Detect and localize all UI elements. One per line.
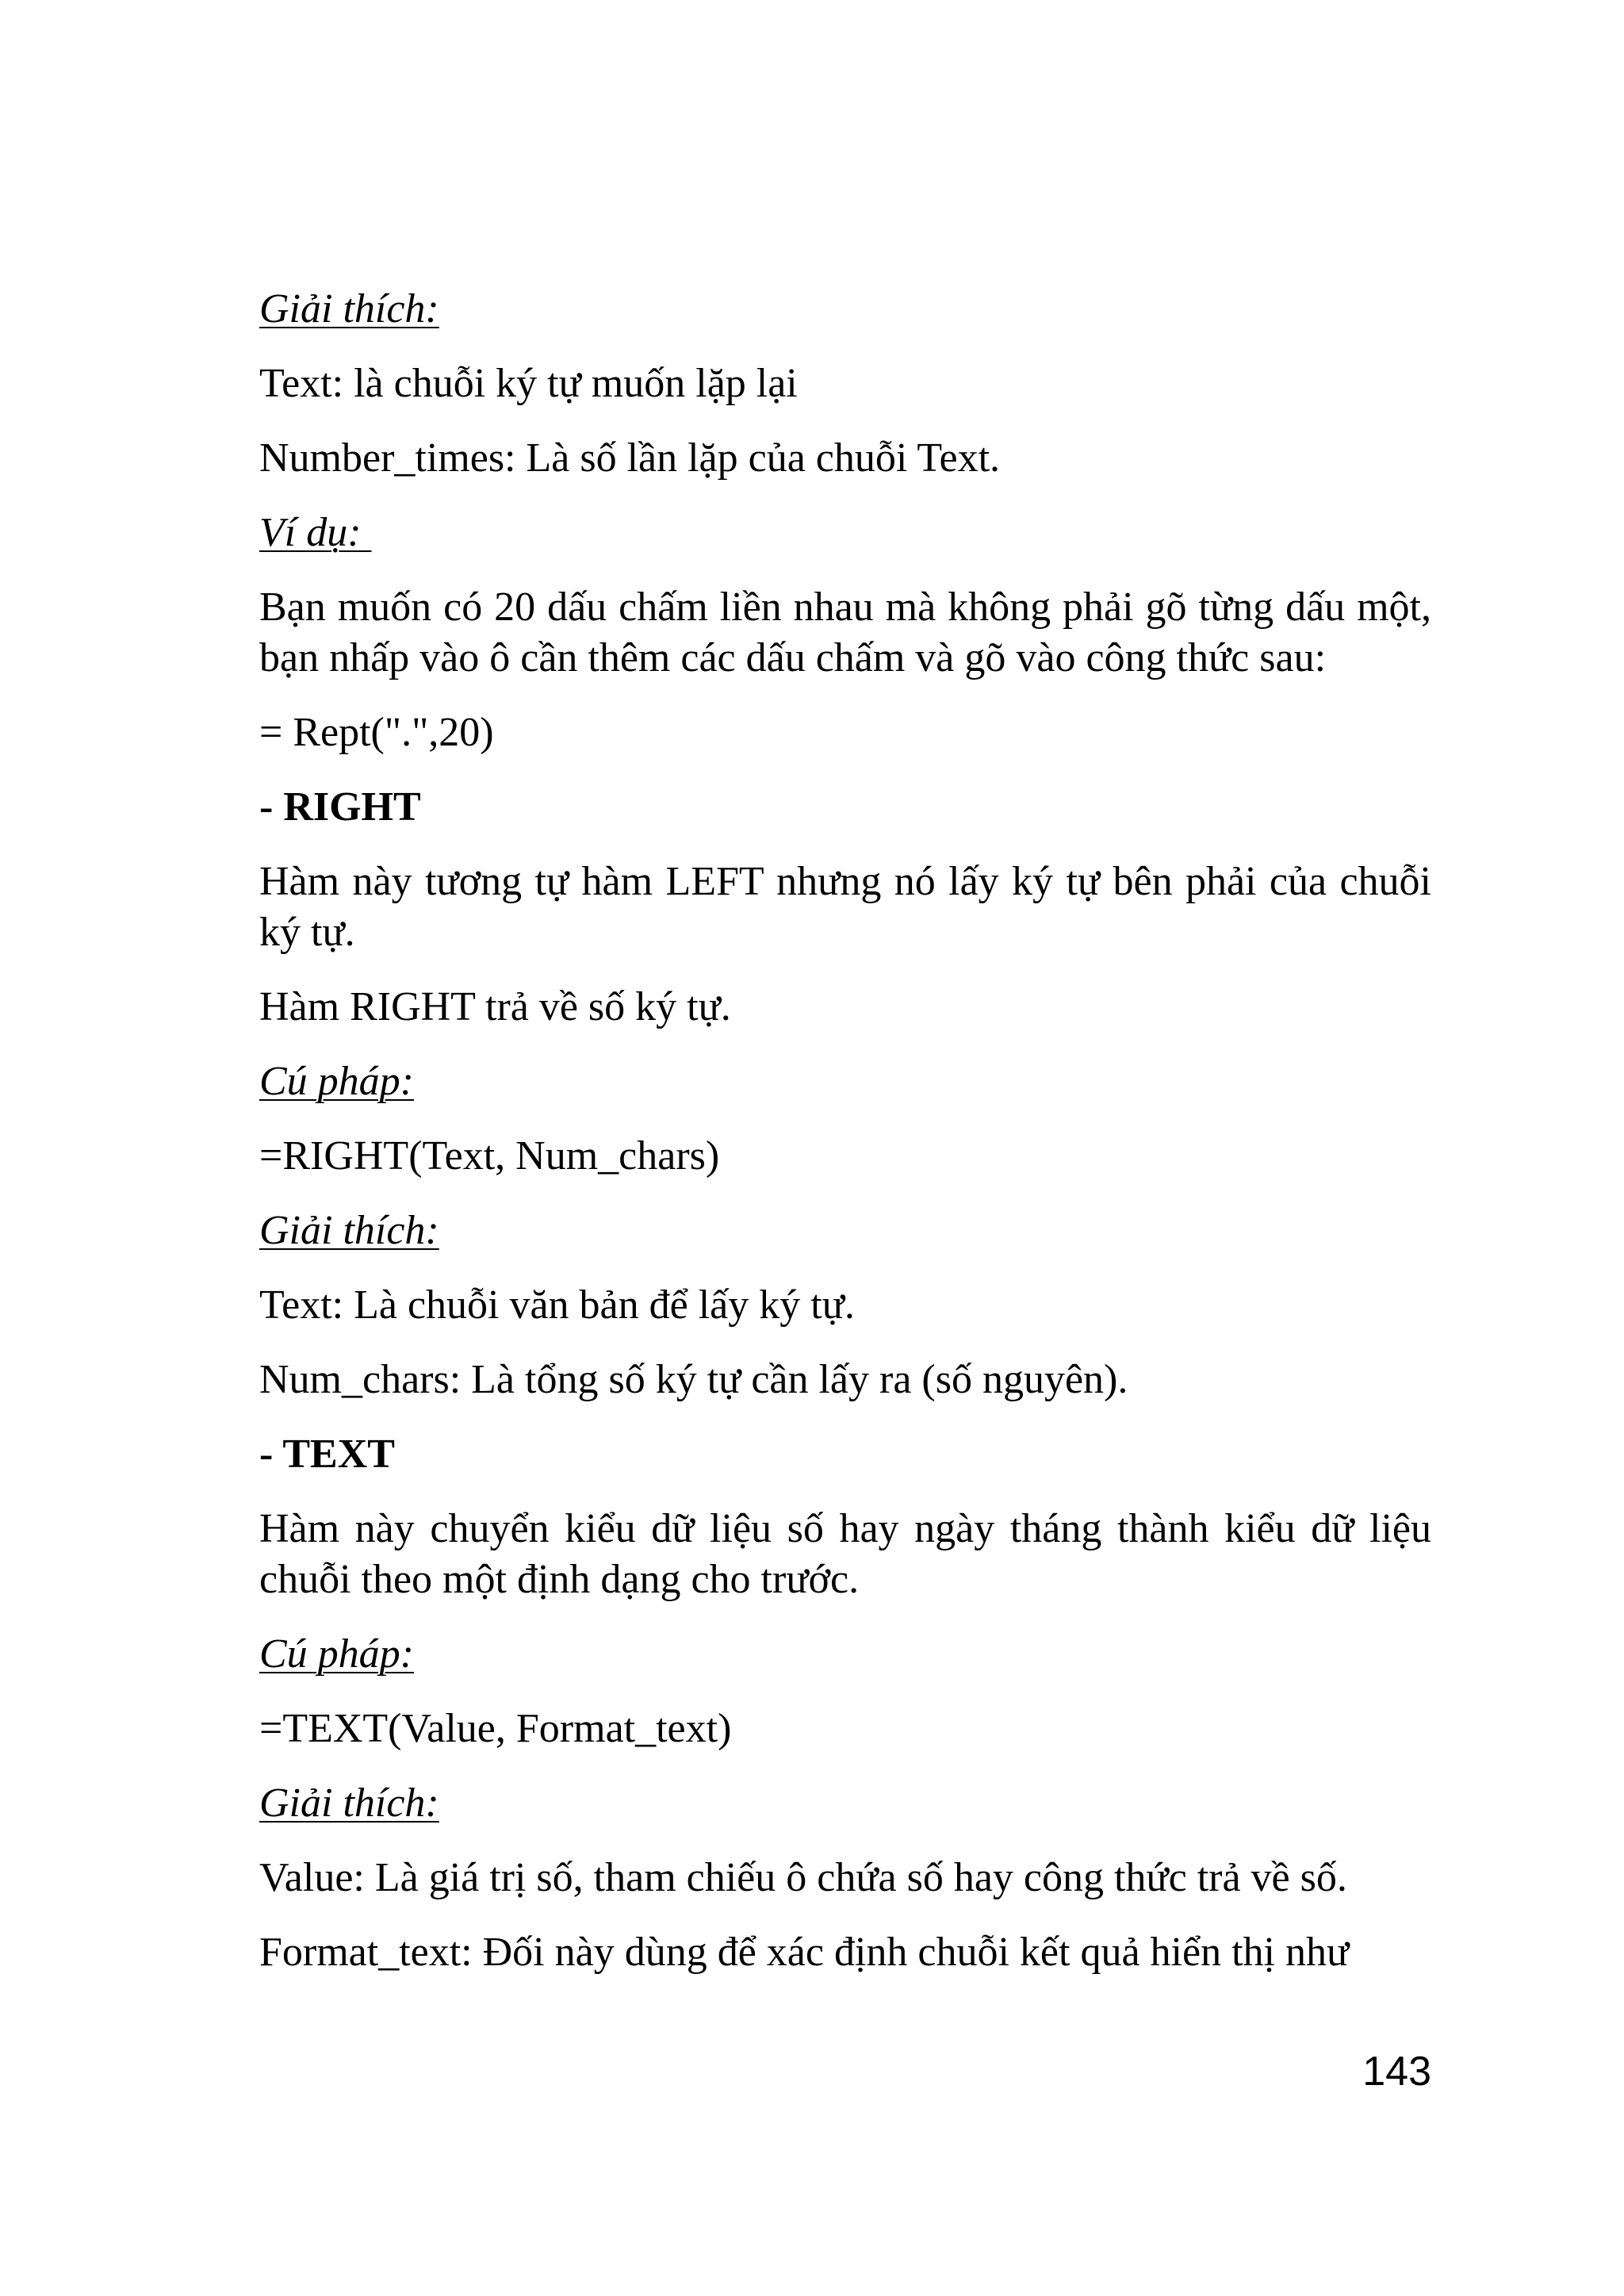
- formula-text-syntax: =TEXT(Value, Format_text): [259, 1706, 732, 1751]
- paragraph-example: Bạn muốn có 20 dấu chấm liền nhau mà không phải gõ từng dấu một, bạn nhấp vào ô cần thêm các dấu chấm và gõ vào công thức sau:: [259, 585, 1431, 680]
- paragraph-right-description: Hàm này tương tự hàm LEFT nhưng nó lấy ký tự bên phải của chuỗi ký tự.: [259, 859, 1431, 955]
- page-number: 143: [1362, 2049, 1431, 2095]
- paragraph-number-times-param: Number_times: Là số lần lặp của chuỗi Text.: [259, 435, 1001, 481]
- section-label-cu-phap: Cú pháp:: [259, 1631, 414, 1677]
- paragraph-text-param: Text: là chuỗi ký tự muốn lặp lại: [259, 361, 798, 406]
- heading-text: - TEXT: [259, 1432, 395, 1477]
- formula-right-syntax: =RIGHT(Text, Num_chars): [259, 1133, 720, 1179]
- heading-right: - RIGHT: [259, 784, 421, 830]
- page-body: [259, 284, 1431, 2002]
- paragraph-value-param: Value: Là giá trị số, tham chiếu ô chứa số hay công thức trả về số.: [259, 1855, 1347, 1900]
- section-label-giai-thich: Giải thích:: [259, 286, 439, 332]
- paragraph-format-text-param: Format_text: Đối này dùng để xác định chuỗi kết quả hiển thị như: [259, 1930, 1350, 1975]
- paragraph-right-num-chars-param: Num_chars: Là tổng số ký tự cần lấy ra (số nguyên).: [259, 1357, 1128, 1402]
- paragraph-right-text-param: Text: Là chuỗi văn bản để lấy ký tự.: [259, 1282, 855, 1328]
- section-label-giai-thich: Giải thích:: [259, 1780, 439, 1826]
- section-label-vi-du: Ví dụ:: [259, 510, 372, 555]
- section-label-cu-phap: Cú pháp:: [259, 1059, 414, 1104]
- paragraph-right-returns: Hàm RIGHT trả về số ký tự.: [259, 984, 731, 1029]
- paragraph-text-description: Hàm này chuyển kiểu dữ liệu số hay ngày tháng thành kiểu dữ liệu chuỗi theo một định dạng cho trước.: [259, 1506, 1431, 1602]
- section-label-giai-thich: Giải thích:: [259, 1208, 439, 1253]
- formula-rept: = Rept(".",20): [259, 710, 494, 755]
